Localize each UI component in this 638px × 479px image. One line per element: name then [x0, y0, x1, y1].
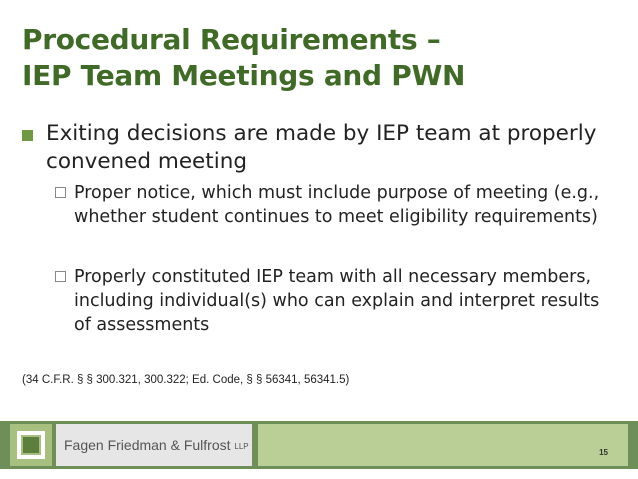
bullet-text: Exiting decisions are made by IEP team at properly convened meeting	[46, 121, 597, 174]
footer-panel	[258, 424, 628, 466]
footer-firm-name	[56, 424, 252, 466]
subbullet-text: Properly constituted IEP team with all necessary members, including individual(s) who can explain and interpret results of assessments	[74, 267, 600, 335]
page-number: 15	[599, 448, 608, 457]
square-bullet-icon	[22, 130, 33, 141]
slide-title	[22, 22, 622, 94]
hollow-square-bullet-icon	[55, 187, 66, 198]
slide-title-line-2: IEP Team Meetings and PWN	[22, 59, 466, 92]
subbullet-text: Proper notice, which must include purpose of meeting (e.g., whether student continues to meet eligibility requirements)	[74, 183, 600, 227]
firm-logo-icon	[10, 424, 52, 466]
firm-name: Fagen Friedman & Fulfrost	[64, 437, 231, 453]
slide-title-line-1: Procedural Requirements –	[22, 23, 441, 56]
hollow-square-bullet-icon	[55, 271, 66, 282]
legal-citation: (34 C.F.R. § § 300.321, 300.322; Ed. Code, § § 56341, 56341.5)	[22, 374, 350, 386]
firm-suffix: LLP	[234, 442, 249, 451]
